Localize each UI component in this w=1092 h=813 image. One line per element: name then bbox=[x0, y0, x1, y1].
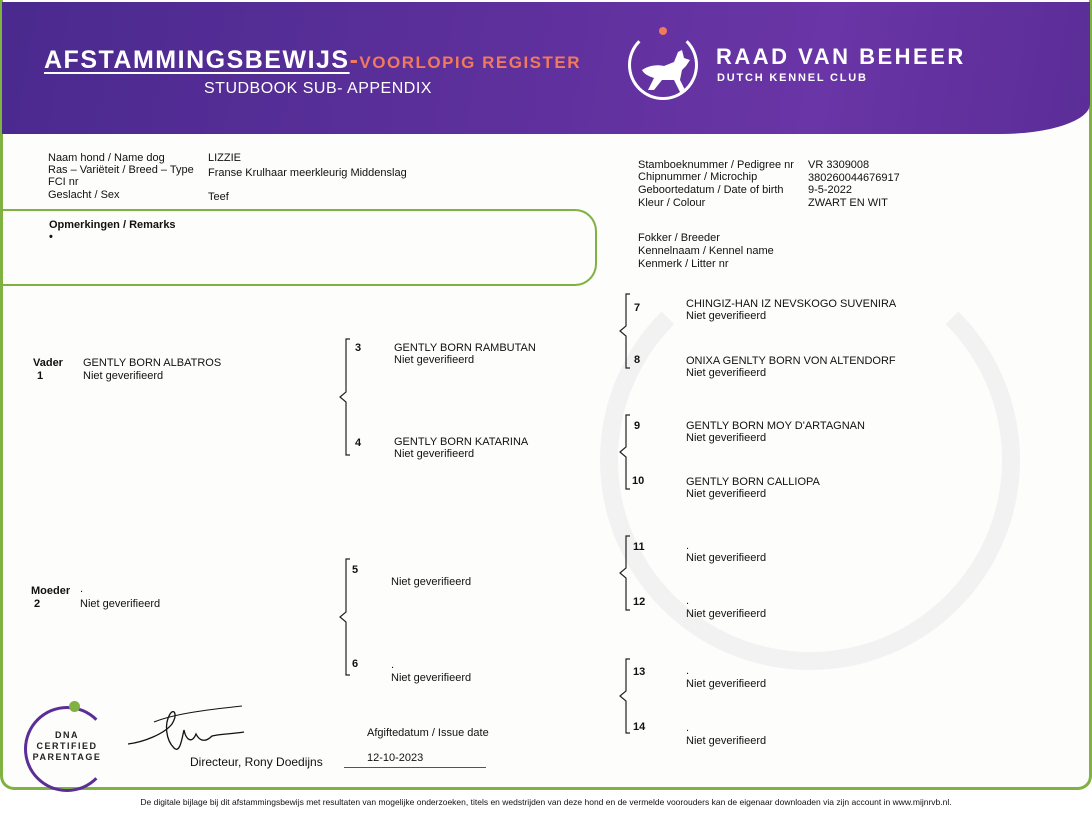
ancestor-number: 14 bbox=[633, 721, 646, 733]
dam-number: 2 bbox=[34, 598, 41, 610]
sire-label: Vader bbox=[33, 357, 63, 369]
director-name: Directeur, Rony Doedijns bbox=[190, 755, 323, 769]
dob-label: Geboortedatum / Date of birth bbox=[638, 184, 784, 196]
name-label: Naam hond / Name dog bbox=[48, 152, 165, 164]
ancestor-number: 7 bbox=[634, 302, 641, 314]
bracket-6 bbox=[618, 658, 632, 734]
sire-number: 1 bbox=[37, 370, 44, 382]
ancestor-number: 3 bbox=[355, 342, 362, 354]
ancestor-status: Niet geverifieerd bbox=[686, 488, 767, 500]
chip-label: Chipnummer / Microchip bbox=[638, 171, 758, 183]
bracket-dam-parents bbox=[338, 558, 352, 676]
dog-logo-icon bbox=[636, 40, 696, 96]
ancestor-number: 9 bbox=[634, 420, 641, 432]
ancestor-name: GENTLY BORN KATARINA bbox=[394, 436, 529, 448]
ancestor-name: . bbox=[686, 595, 690, 607]
ancestor-status: Niet geverifieerd bbox=[394, 448, 475, 460]
ancestor-status: Niet geverifieerd bbox=[686, 367, 767, 379]
ancestor-number: 8 bbox=[634, 354, 641, 366]
ancestor-name: ONIXA GENLTY BORN VON ALTENDORF bbox=[686, 355, 896, 367]
colour-label: Kleur / Colour bbox=[638, 197, 706, 209]
dna-badge-line1: DNA bbox=[55, 730, 79, 740]
bracket-3 bbox=[618, 293, 632, 369]
chip-number: 380260044676917 bbox=[808, 172, 900, 184]
ancestor-status: Niet geverifieerd bbox=[686, 432, 767, 444]
litter-label: Kenmerk / Litter nr bbox=[638, 258, 729, 270]
dna-badge-line3: PARENTAGE bbox=[32, 752, 102, 762]
document-subtitle: STUDBOOK SUB- APPENDIX bbox=[204, 80, 432, 97]
logo-dot bbox=[659, 27, 667, 35]
breed-value: Franse Krulhaar meerkleurig Middenslag bbox=[208, 167, 407, 179]
ancestor-name: . bbox=[391, 659, 395, 671]
dam-name: . bbox=[80, 583, 84, 595]
ancestor-number: 4 bbox=[355, 437, 362, 449]
ancestor-status: Niet geverifieerd bbox=[686, 678, 767, 690]
ancestor-name: GENTLY BORN MOY D'ARTAGNAN bbox=[686, 420, 865, 432]
ancestor-name: GENTLY BORN CALLIOPA bbox=[686, 476, 820, 488]
dam-status: Niet geverifieerd bbox=[80, 598, 161, 610]
ancestor-number: 11 bbox=[633, 541, 645, 553]
sex-label: Geslacht / Sex bbox=[48, 189, 120, 201]
ancestor-number: 13 bbox=[633, 666, 646, 678]
ancestor-status: Niet geverifieerd bbox=[686, 552, 767, 564]
provisional-register-label: VOORLOPIG REGISTER bbox=[359, 53, 582, 72]
ancestor-number: 10 bbox=[632, 475, 645, 487]
ancestor-number: 12 bbox=[633, 596, 646, 608]
ancestor-status: Niet geverifieerd bbox=[686, 310, 767, 322]
bracket-4 bbox=[618, 414, 632, 490]
ancestor-name: . bbox=[686, 540, 690, 552]
pedigree-number: VR 3309008 bbox=[808, 159, 870, 171]
ancestor-number: 6 bbox=[352, 658, 359, 670]
dog-name: LIZZIE bbox=[208, 152, 242, 164]
dam-label: Moeder bbox=[31, 585, 71, 597]
ancestor-name: GENTLY BORN RAMBUTAN bbox=[394, 342, 536, 354]
director-signature bbox=[124, 704, 248, 760]
footer-note: De digitale bijlage bij dit afstammingsbewijs met resultaten van mogelijke onderzoeken, titels en wedstrijden van deze hond en de vermelde voorouders kan de eigenaar downloaden via zijn account in www.mijnrvb.nl. bbox=[140, 797, 952, 807]
dna-badge-dot bbox=[69, 701, 80, 712]
document-title: AFSTAMMINGSBEWIJS-VOORLOPIG REGISTER bbox=[44, 46, 582, 74]
issue-date: 12-10-2023 bbox=[367, 752, 424, 764]
ancestor-status: Niet geverifieerd bbox=[391, 672, 472, 684]
ancestor-status: Niet geverifieerd bbox=[686, 608, 767, 620]
org-name: RAAD VAN BEHEER bbox=[716, 44, 966, 69]
ancestor-status: Niet geverifieerd bbox=[394, 354, 475, 366]
ancestor-name: CHINGIZ-HAN IZ NEVSKOGO SUVENIRA bbox=[686, 298, 897, 310]
ancestor-status: Niet geverifieerd bbox=[686, 735, 767, 747]
ancestor-name: . bbox=[686, 722, 690, 734]
dob-value: 9-5-2022 bbox=[808, 184, 853, 196]
pedigree-label: Stamboeknummer / Pedigree nr bbox=[638, 159, 794, 171]
dna-badge-line2: CERTIFIED bbox=[36, 741, 98, 751]
watermark-ring bbox=[600, 250, 1020, 670]
sire-status: Niet geverifieerd bbox=[83, 370, 164, 382]
bracket-5 bbox=[618, 535, 632, 611]
ancestor-name: . bbox=[686, 665, 690, 677]
issue-date-label: Afgiftedatum / Issue date bbox=[367, 727, 489, 739]
ancestor-number: 5 bbox=[352, 564, 359, 576]
org-subtitle: DUTCH KENNEL CLUB bbox=[717, 72, 868, 84]
sire-name: GENTLY BORN ALBATROS bbox=[83, 357, 222, 369]
bracket-sire-parents bbox=[338, 338, 352, 456]
issue-date-line bbox=[344, 767, 486, 768]
breed-label: Ras – Variëteit / Breed – Type bbox=[48, 164, 194, 176]
fci-label: FCI nr bbox=[48, 176, 79, 188]
ancestor-status: Niet geverifieerd bbox=[391, 576, 472, 588]
remarks-label: Opmerkingen / Remarks bbox=[49, 219, 176, 231]
sex-value: Teef bbox=[208, 191, 229, 203]
kennel-label: Kennelnaam / Kennel name bbox=[638, 245, 774, 257]
colour-value: ZWART EN WIT bbox=[808, 197, 888, 209]
remarks-bullet: • bbox=[49, 231, 53, 243]
breeder-label: Fokker / Breeder bbox=[638, 232, 720, 244]
